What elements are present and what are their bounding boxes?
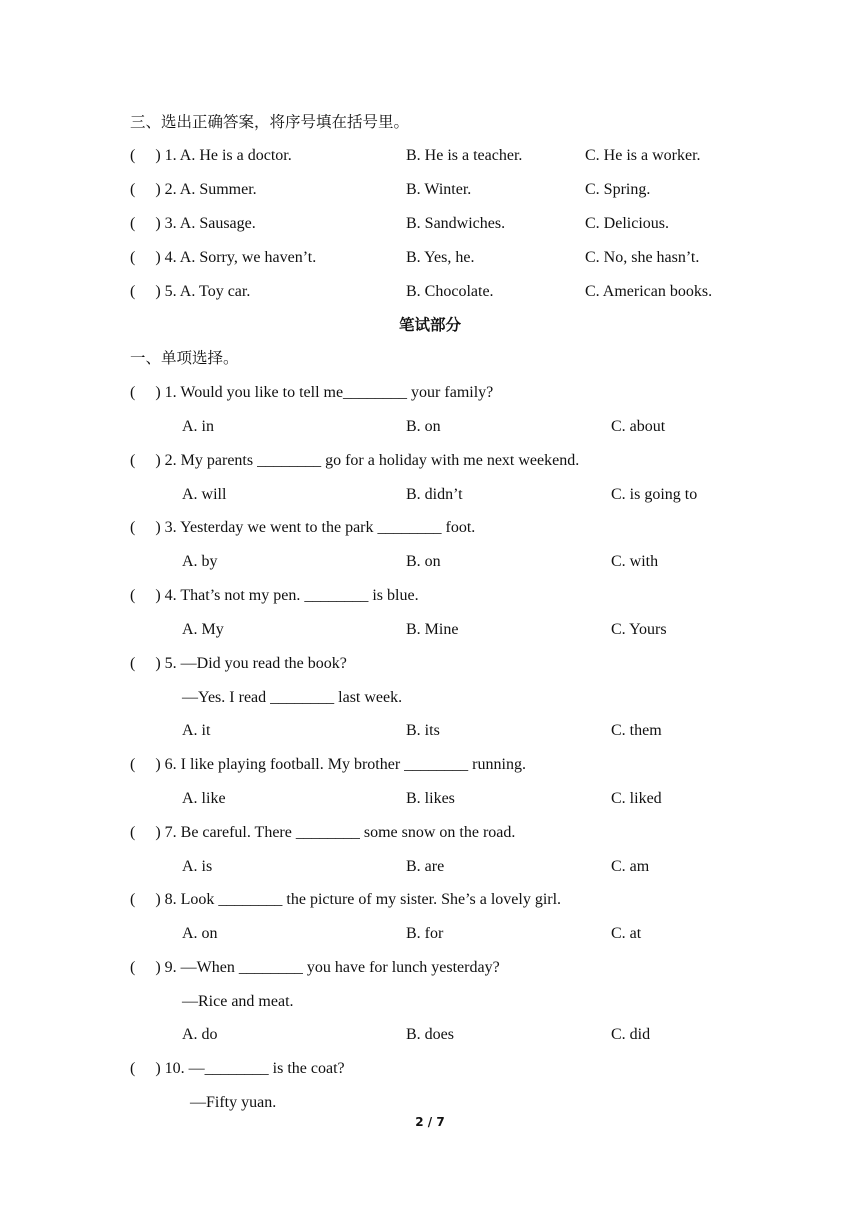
question-stem: ( ) 9. —When ________ you have for lunch yesterday? — [130, 959, 500, 976]
option-b: B. does — [406, 1026, 454, 1043]
option-b: B. on — [406, 418, 441, 435]
option-c: C. did — [611, 1026, 651, 1043]
question-stem: ( ) 5. A. Toy car. — [130, 283, 251, 300]
option-b: B. Yes, he. — [406, 249, 475, 266]
question-response-line: —Fifty yuan. — [190, 1094, 277, 1111]
question-stem: ( ) 8. Look ________ the picture of my sister. She’s a lovely girl. — [130, 891, 562, 908]
option-b: B. Chocolate. — [406, 283, 494, 300]
option-c: C. American books. — [585, 283, 713, 300]
section-heading-single-choice: 一、单项选择。 — [130, 349, 239, 367]
option-a: A. by — [182, 553, 218, 570]
option-b: B. Sandwiches. — [406, 215, 506, 232]
option-b: B. for — [406, 925, 444, 942]
option-a: A. like — [182, 790, 226, 807]
option-a: A. in — [182, 418, 214, 435]
option-c: C. Spring. — [585, 181, 651, 198]
question-stem: ( ) 7. Be careful. There ________ some snow on the road. — [130, 824, 516, 841]
option-a: A. My — [182, 621, 224, 638]
question-stem: ( ) 5. —Did you read the book? — [130, 655, 347, 672]
option-c: C. Delicious. — [585, 215, 669, 232]
option-b: B. its — [406, 722, 440, 739]
question-stem: ( ) 4. A. Sorry, we haven’t. — [130, 249, 317, 266]
question-stem: ( ) 4. That’s not my pen. ________ is blue. — [130, 587, 419, 604]
question-stem: ( ) 1. Would you like to tell me________ your family? — [130, 384, 494, 401]
option-c: C. liked — [611, 790, 662, 807]
page-number: 2 / 7 — [415, 1115, 445, 1129]
question-response-line: —Yes. I read ________ last week. — [182, 689, 403, 706]
option-a: A. it — [182, 722, 211, 739]
question-stem: ( ) 3. A. Sausage. — [130, 215, 256, 232]
question-stem: ( ) 10. —________ is the coat? — [130, 1060, 345, 1077]
option-c: C. is going to — [611, 486, 698, 503]
option-b: B. didn’t — [406, 486, 463, 503]
question-stem: ( ) 3. Yesterday we went to the park ________ foot. — [130, 519, 476, 536]
option-b: B. likes — [406, 790, 455, 807]
option-c: C. with — [611, 553, 659, 570]
option-a: A. will — [182, 486, 227, 503]
option-b: B. Mine — [406, 621, 459, 638]
section-heading-listening-3: 三、选出正确答案，将序号填在括号里。 — [130, 113, 410, 131]
question-stem: ( ) 2. My parents ________ go for a holiday with me next weekend. — [130, 452, 580, 469]
option-c: C. Yours — [611, 621, 667, 638]
question-response-line: —Rice and meat. — [182, 993, 294, 1010]
question-stem: ( ) 2. A. Summer. — [130, 181, 257, 198]
option-a: A. do — [182, 1026, 218, 1043]
option-b: B. on — [406, 553, 441, 570]
option-c: C. He is a worker. — [585, 147, 701, 164]
option-b: B. He is a teacher. — [406, 147, 523, 164]
option-b: B. Winter. — [406, 181, 472, 198]
option-c: C. No, she hasn’t. — [585, 249, 700, 266]
question-stem: ( ) 1. A. He is a doctor. — [130, 147, 292, 164]
question-stem: ( ) 6. I like playing football. My brother ________ running. — [130, 756, 526, 773]
option-c: C. at — [611, 925, 642, 942]
option-c: C. about — [611, 418, 666, 435]
written-part-title: 笔试部分 — [398, 316, 461, 334]
option-b: B. are — [406, 858, 445, 875]
option-a: A. is — [182, 858, 213, 875]
option-c: C. am — [611, 858, 650, 875]
option-a: A. on — [182, 925, 218, 942]
option-c: C. them — [611, 722, 662, 739]
